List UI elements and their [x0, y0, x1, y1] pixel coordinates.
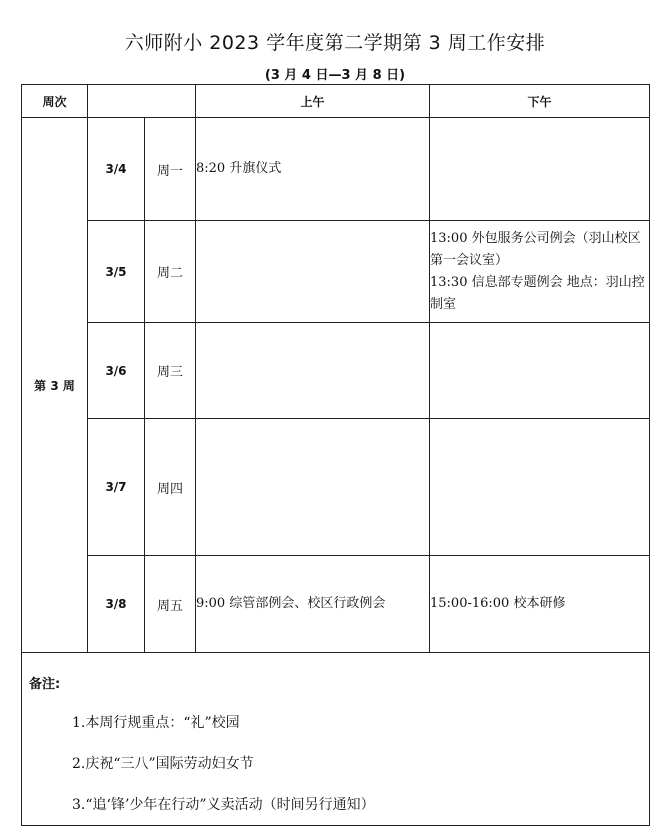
weekday-cell: 周四 — [145, 419, 196, 556]
schedule-table — [21, 84, 650, 826]
date-cell: 3/5 — [88, 221, 145, 323]
am-cell — [196, 118, 430, 221]
am-cell — [196, 323, 430, 419]
pm-cell — [430, 556, 650, 653]
note-item: 2.庆祝“三八”国际劳动妇女节 — [72, 755, 254, 772]
notes-cell — [22, 653, 650, 826]
event-text: 15:00-16:00 校本研修 — [430, 596, 566, 611]
pm-cell — [430, 221, 650, 323]
header-row — [22, 85, 650, 118]
page-title: 六师附小 2023 学年度第二学期第 3 周工作安排 — [124, 32, 546, 54]
date-range: (3 月 4 日—3 月 8 日) — [264, 68, 406, 83]
weekday-cell: 周五 — [145, 556, 196, 653]
date-cell: 3/4 — [88, 118, 145, 221]
week-label: 第 3 周 — [22, 118, 88, 653]
pm-cell — [430, 419, 650, 556]
event-text: 8:20 升旗仪式 — [196, 161, 282, 176]
weekday-cell: 周一 — [145, 118, 196, 221]
am-cell — [196, 221, 430, 323]
header-pm: 下午 — [430, 85, 650, 118]
date-cell: 3/8 — [88, 556, 145, 653]
weekday-cell: 周二 — [145, 221, 196, 323]
header-blank — [88, 85, 196, 118]
table-row — [22, 419, 650, 556]
pm-cell — [430, 118, 650, 221]
notes-row — [22, 653, 650, 826]
event-text: 13:30 信息部专题例会 地点：羽山控制室 — [430, 274, 645, 312]
date-cell: 3/6 — [88, 323, 145, 419]
header-week: 周次 — [22, 85, 88, 118]
table-row — [22, 221, 650, 323]
event-text: 9:00 综管部例会、校区行政例会 — [196, 596, 386, 611]
table-row — [22, 556, 650, 653]
pm-cell — [430, 323, 650, 419]
event-text: 13:00 外包服务公司例会（羽山校区第一会议室） — [430, 230, 641, 268]
table-row — [22, 118, 650, 221]
weekday-cell: 周三 — [145, 323, 196, 419]
am-cell — [196, 556, 430, 653]
am-cell — [196, 419, 430, 556]
note-item: 3.“追‘锋’少年在行动”义卖活动（时间另行通知） — [72, 796, 375, 813]
note-item: 1.本周行规重点：“礼”校园 — [72, 714, 240, 731]
notes-label: 备注: — [29, 676, 61, 692]
table-row — [22, 323, 650, 419]
header-am: 上午 — [196, 85, 430, 118]
date-cell: 3/7 — [88, 419, 145, 556]
